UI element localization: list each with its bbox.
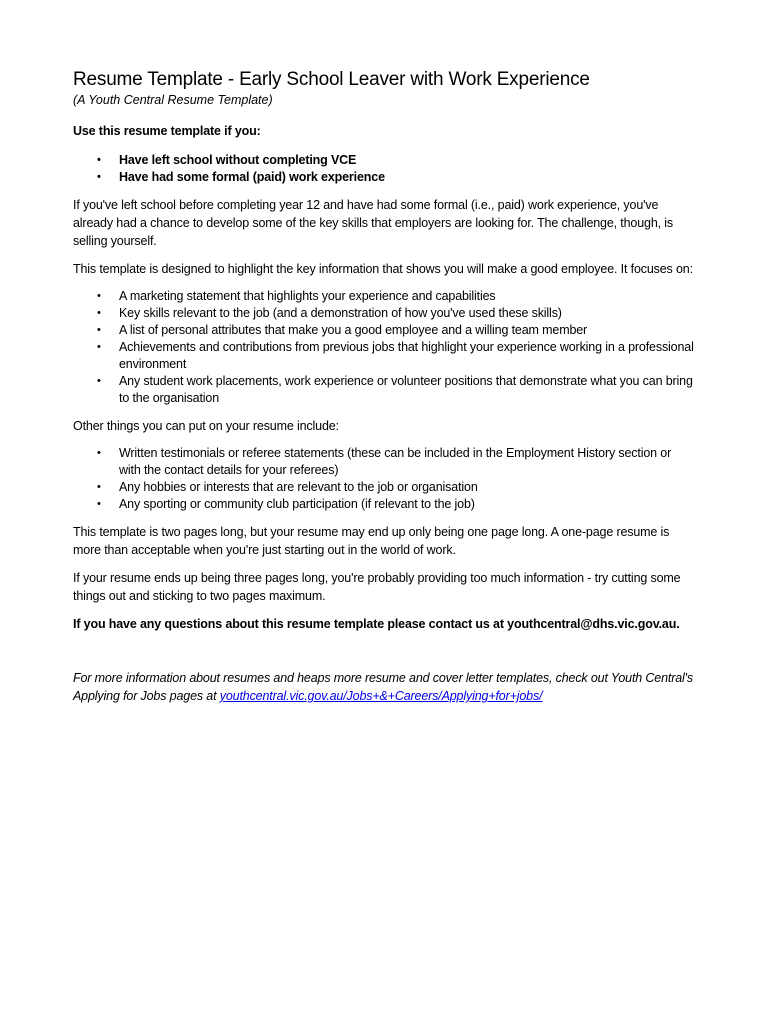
footer-text: For more information about resumes and heaps more resume and cover letter templates, check out Youth Central's Applying for Jobs pages at — [73, 671, 694, 703]
list-item: • Written testimonials or referee statements (these can be included in the Employment History section or with the contact details for your referees) — [97, 446, 672, 477]
list-item: • Any sporting or community club participation (if relevant to the job) — [97, 497, 475, 511]
list-item: • Have had some formal (paid) work experience — [97, 170, 385, 184]
list-item: • Have left school without completing VCE — [97, 153, 357, 167]
use-if-heading: Use this resume template if you: — [73, 124, 261, 138]
list-item: • Any student work placements, work experience or volunteer positions that demonstrate what you can bring to the organisation — [97, 374, 693, 405]
other-list — [73, 445, 696, 513]
paragraph-other-things: Other things you can put on your resume include: — [73, 419, 339, 433]
bullet-icon: • — [97, 171, 101, 183]
use-if-list — [73, 152, 696, 186]
list-item: • A marketing statement that highlights your experience and capabilities — [97, 289, 496, 303]
bullet-icon: • — [97, 498, 101, 510]
list-item: • Achievements and contributions from previous jobs that highlight your experience working in a professional environment — [97, 340, 694, 371]
footer-paragraph — [73, 669, 696, 705]
document-title: Resume Template - Early School Leaver with Work Experience — [73, 69, 590, 90]
bullet-icon: • — [97, 447, 101, 459]
paragraph-three-pages: If your resume ends up being three pages long, you're probably providing too much information - try cutting some things out and sticking to two pages maximum. — [73, 571, 681, 603]
paragraph-questions: If you have any questions about this resume template please contact us at youthcentral@dhs.vic.gov.au. — [73, 617, 680, 631]
paragraph-two-pages: This template is two pages long, but your resume may end up only being one page long. A one-page resume is more than acceptable when you're just starting out in the world of work. — [73, 525, 670, 557]
list-item: • A list of personal attributes that make you a good employee and a willing team member — [97, 323, 588, 337]
bullet-icon: • — [97, 341, 101, 353]
bullet-icon: • — [97, 375, 101, 387]
youth-central-link[interactable]: youthcentral.vic.gov.au/Jobs+&+Careers/Applying+for+jobs/ — [219, 689, 543, 703]
bullet-icon: • — [97, 290, 101, 302]
document-subtitle: (A Youth Central Resume Template) — [73, 93, 273, 107]
bullet-icon: • — [97, 154, 101, 166]
bullet-icon: • — [97, 481, 101, 493]
paragraph-template-designed: This template is designed to highlight the key information that shows you will make a good employee. It focuses on: — [73, 262, 693, 276]
list-item: • Key skills relevant to the job (and a demonstration of how you've used these skills) — [97, 306, 562, 320]
spacer — [73, 643, 696, 669]
list-item: • Any hobbies or interests that are relevant to the job or organisation — [97, 480, 478, 494]
paragraph-left-school: If you've left school before completing year 12 and have had some formal (i.e., paid) work experience, you've already had a chance to develop some of the key skills that employers are looking for. The challenge, though, is selling yourself. — [73, 198, 674, 248]
bullet-icon: • — [97, 307, 101, 319]
focus-list — [73, 288, 696, 407]
bullet-icon: • — [97, 324, 101, 336]
